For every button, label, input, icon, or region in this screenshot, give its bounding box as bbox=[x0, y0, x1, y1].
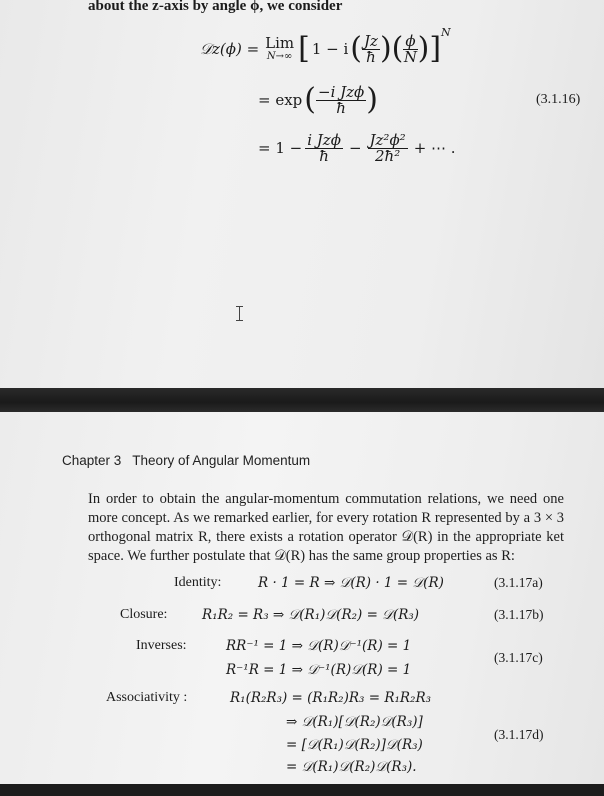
property-eq-inverses-2: R⁻¹R = 1 ⇒ 𝒟⁻¹(R)𝒟(R) = 1 bbox=[226, 662, 412, 678]
eq1-frac2-den: N bbox=[403, 47, 418, 66]
equation-line-1 bbox=[200, 24, 451, 74]
property-label-inverses: Inverses: bbox=[136, 638, 187, 653]
eq1-frac1-num: Jz bbox=[364, 31, 378, 50]
property-label-closure: Closure: bbox=[120, 607, 168, 622]
eq2-paren-close: ) bbox=[366, 82, 378, 117]
equation-line-3 bbox=[258, 128, 456, 168]
eq1-bracket-close: ] bbox=[429, 31, 442, 66]
eq2-frac bbox=[316, 82, 366, 117]
eq1-frac1-den: ħ bbox=[366, 47, 376, 66]
eq2-lhs: = exp bbox=[258, 91, 303, 109]
equation-number-3-1-16: (3.1.16) bbox=[536, 92, 581, 107]
property-num-identity: (3.1.17a) bbox=[494, 575, 543, 590]
eq3-minus: − bbox=[348, 139, 362, 157]
eq3-frac-1 bbox=[305, 130, 343, 165]
page-divider bbox=[0, 388, 604, 412]
eq3-frac1-den: ħ bbox=[319, 146, 329, 165]
text-cursor-icon bbox=[236, 306, 243, 321]
property-label-identity: Identity: bbox=[174, 575, 222, 590]
eq1-paren-1-close: ) bbox=[379, 31, 392, 66]
eq3-frac-2 bbox=[368, 130, 408, 165]
eq1-lim-text: Lim bbox=[265, 34, 295, 52]
eq1-power: N bbox=[441, 26, 451, 39]
eq2-num: −i Jzϕ bbox=[318, 82, 365, 101]
eq1-frac-1 bbox=[362, 31, 380, 66]
paragraph-text: In order to obtain the angular-momentum commutation relations, we need one more concept. As we remarked earlier, for every rotation R represented by a 3 × 3 orthogonal matrix R, there exists a rotation operator 𝒟(R) in the appropriate ket space. We further postulate that 𝒟(R) has the same group properties as R: bbox=[88, 491, 564, 564]
eq1-lim-sub: N→∞ bbox=[266, 51, 293, 62]
property-label-associativity: Associativity : bbox=[106, 690, 188, 705]
intro-line: about the z-axis by angle ϕ, we consider bbox=[88, 0, 343, 14]
property-eq-associativity-1: R₁(R₂R₃) = (R₁R₂)R₃ = R₁R₂R₃ bbox=[230, 690, 432, 706]
eq3-frac2-den: 2ħ² bbox=[374, 146, 401, 165]
eq1-bracket-open: [ bbox=[298, 31, 310, 66]
property-eq-associativity-4: = 𝒟(R₁)𝒟(R₂)𝒟(R₃). bbox=[286, 759, 417, 775]
eq1-limit bbox=[265, 36, 294, 62]
chapter-header: Chapter 3 Theory of Angular Momentum bbox=[62, 453, 311, 468]
eq1-body-a: 1 − i bbox=[311, 40, 349, 58]
body-paragraph bbox=[88, 490, 564, 566]
property-eq-associativity-2: ⇒ 𝒟(R₁)[𝒟(R₂)𝒟(R₃)] bbox=[286, 714, 423, 730]
property-eq-inverses-1: RR⁻¹ = 1 ⇒ 𝒟(R)𝒟⁻¹(R) = 1 bbox=[226, 638, 412, 654]
eq1-paren-1-open: ( bbox=[350, 31, 363, 66]
property-num-inverses: (3.1.17c) bbox=[494, 650, 543, 665]
equation-line-2 bbox=[258, 80, 378, 120]
eq1-paren-2-close: ) bbox=[417, 31, 430, 66]
property-eq-identity: R · 1 = R ⇒ 𝒟(R) · 1 = 𝒟(R) bbox=[258, 575, 444, 591]
eq2-den: ħ bbox=[336, 98, 346, 117]
eq2-paren-open: ( bbox=[304, 82, 316, 117]
eq3-frac2-num: Jz²ϕ² bbox=[369, 130, 406, 149]
eq3-tail: + ⋯ . bbox=[413, 139, 456, 157]
eq3-frac1-num: i Jzϕ bbox=[307, 130, 341, 149]
eq1-frac2-num: ϕ bbox=[405, 31, 416, 50]
eq1-frac-2 bbox=[403, 31, 418, 66]
bottom-bar bbox=[0, 784, 604, 796]
eq1-lhs: 𝒟z(ϕ) = bbox=[200, 40, 260, 58]
bottom-page bbox=[0, 412, 604, 784]
eq1-paren-2-open: ( bbox=[391, 31, 404, 66]
property-eq-closure: R₁R₂ = R₃ ⇒ 𝒟(R₁)𝒟(R₂) = 𝒟(R₃) bbox=[202, 607, 420, 623]
eq3-lhs: = 1 − bbox=[258, 139, 303, 157]
property-num-associativity: (3.1.17d) bbox=[494, 727, 544, 742]
property-eq-associativity-3: = [𝒟(R₁)𝒟(R₂)]𝒟(R₃) bbox=[286, 737, 423, 753]
top-page bbox=[0, 0, 604, 388]
property-num-closure: (3.1.17b) bbox=[494, 607, 544, 622]
